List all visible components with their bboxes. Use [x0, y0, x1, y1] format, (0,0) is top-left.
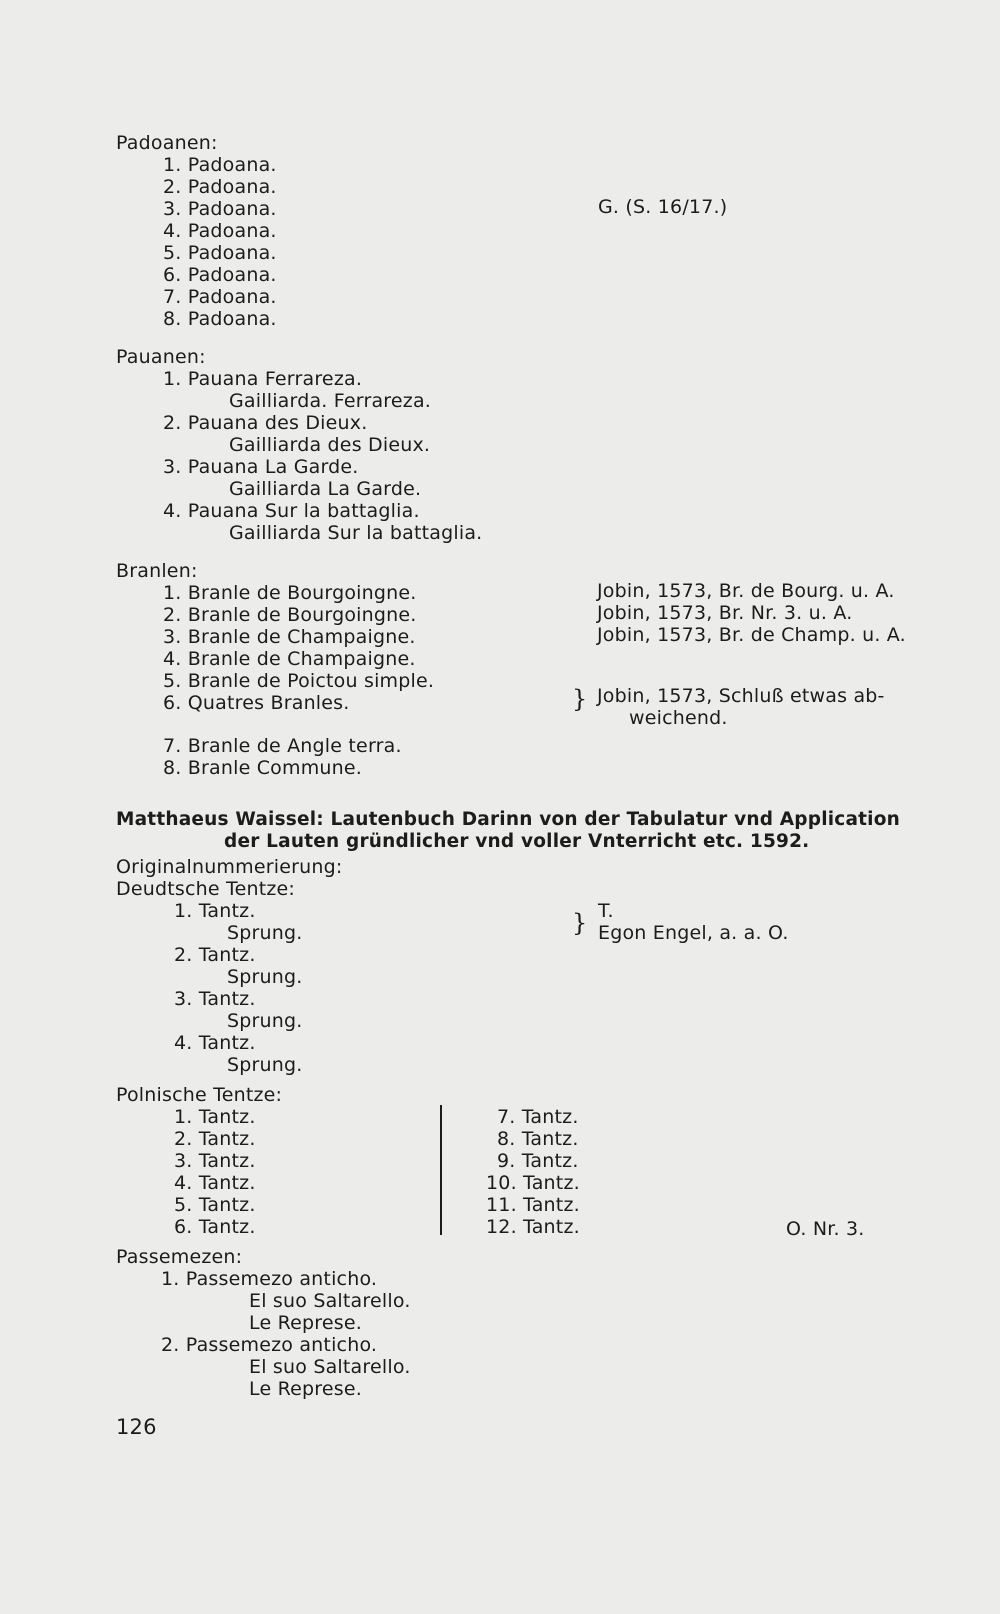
numbering-label: Originalnummerierung: — [116, 856, 343, 878]
padoanen-item: 5. Padoana. — [163, 242, 277, 264]
deudtsche-heading: Deudtsche Tentze: — [116, 878, 296, 900]
pauanen-item: Gailliarda des Dieux. — [229, 434, 431, 456]
passemezen-item: 2. Passemezo anticho. — [161, 1334, 378, 1356]
passemezen-item: 1. Passemezo anticho. — [161, 1268, 378, 1290]
deudtsche-item: Sprung. — [227, 922, 303, 944]
deudtsche-note: Egon Engel, a. a. O. — [598, 922, 789, 944]
passemezen-item: Le Represe. — [249, 1312, 362, 1334]
branlen-brace-note: weichend. — [629, 707, 728, 729]
polnische-item: 2. Tantz. — [174, 1128, 256, 1150]
branlen-item: 3. Branle de Champaigne. — [163, 626, 416, 648]
polnische-item: 7. Tantz. — [497, 1106, 579, 1128]
padoanen-heading: Padoanen: — [116, 132, 218, 154]
padoanen-item: 1. Padoana. — [163, 154, 277, 176]
deudtsche-item: Sprung. — [227, 1054, 303, 1076]
branlen-note: Jobin, 1573, Br. de Champ. u. A. — [597, 624, 906, 646]
branlen-note: Jobin, 1573, Br. de Bourg. u. A. — [597, 580, 895, 602]
brace-symbol: } — [572, 909, 588, 937]
padoanen-item: 2. Padoana. — [163, 176, 277, 198]
deudtsche-item: 1. Tantz. — [174, 900, 256, 922]
padoanen-note: G. (S. 16/17.) — [598, 196, 728, 218]
branlen-item: 1. Branle de Bourgoingne. — [163, 582, 417, 604]
pauanen-item: 2. Pauana des Dieux. — [163, 412, 368, 434]
branlen-brace-note: Jobin, 1573, Schluß etwas ab- — [597, 685, 885, 707]
polnische-item: 4. Tantz. — [174, 1172, 256, 1194]
polnische-item: 5. Tantz. — [174, 1194, 256, 1216]
padoanen-item: 4. Padoana. — [163, 220, 277, 242]
waissel-title: der Lauten gründlicher vnd voller Vnterricht etc. 1592. — [224, 831, 810, 852]
passemezen-item: El suo Saltarello. — [249, 1356, 411, 1378]
deudtsche-note: T. — [598, 900, 614, 922]
polnische-item: 11. Tantz. — [486, 1194, 580, 1216]
brace-symbol: } — [572, 685, 588, 713]
passemezen-heading: Passemezen: — [116, 1246, 243, 1268]
pauanen-item: 3. Pauana La Garde. — [163, 456, 359, 478]
branlen-item: 4. Branle de Champaigne. — [163, 648, 416, 670]
branlen-item: 6. Quatres Branles. — [163, 692, 350, 714]
polnische-item: 10. Tantz. — [486, 1172, 580, 1194]
polnische-item: 1. Tantz. — [174, 1106, 256, 1128]
passemezen-item: El suo Saltarello. — [249, 1290, 411, 1312]
pauanen-heading: Pauanen: — [116, 346, 206, 368]
page-number: 126 — [116, 1415, 157, 1439]
deudtsche-item: 2. Tantz. — [174, 944, 256, 966]
pauanen-item: 4. Pauana Sur la battaglia. — [163, 500, 420, 522]
branlen-heading: Branlen: — [116, 560, 198, 582]
pauanen-item: 1. Pauana Ferrareza. — [163, 368, 363, 390]
pauanen-item: Gailliarda. Ferrareza. — [229, 390, 432, 412]
polnische-note: O. Nr. 3. — [786, 1218, 865, 1240]
padoanen-item: 8. Padoana. — [163, 308, 277, 330]
branlen-item: 8. Branle Commune. — [163, 757, 363, 779]
deudtsche-item: 3. Tantz. — [174, 988, 256, 1010]
padoanen-item: 6. Padoana. — [163, 264, 277, 286]
branlen-item: 2. Branle de Bourgoingne. — [163, 604, 417, 626]
padoanen-item: 7. Padoana. — [163, 286, 277, 308]
column-divider — [440, 1105, 442, 1235]
branlen-item: 7. Branle de Angle terra. — [163, 735, 402, 757]
pauanen-item: Gailliarda Sur la battaglia. — [229, 522, 483, 544]
branlen-note: Jobin, 1573, Br. Nr. 3. u. A. — [597, 602, 853, 624]
deudtsche-item: 4. Tantz. — [174, 1032, 256, 1054]
polnische-item: 3. Tantz. — [174, 1150, 256, 1172]
pauanen-item: Gailliarda La Garde. — [229, 478, 422, 500]
polnische-item: 8. Tantz. — [497, 1128, 579, 1150]
branlen-item: 5. Branle de Poictou simple. — [163, 670, 435, 692]
deudtsche-item: Sprung. — [227, 966, 303, 988]
padoanen-item: 3. Padoana. — [163, 198, 277, 220]
passemezen-item: Le Represe. — [249, 1378, 362, 1400]
waissel-title: Matthaeus Waissel: Lautenbuch Darinn von der Tabulatur vnd Application — [116, 809, 900, 830]
polnische-item: 12. Tantz. — [486, 1216, 580, 1238]
polnische-item: 9. Tantz. — [497, 1150, 579, 1172]
polnische-item: 6. Tantz. — [174, 1216, 256, 1238]
deudtsche-item: Sprung. — [227, 1010, 303, 1032]
polnische-heading: Polnische Tentze: — [116, 1084, 283, 1106]
